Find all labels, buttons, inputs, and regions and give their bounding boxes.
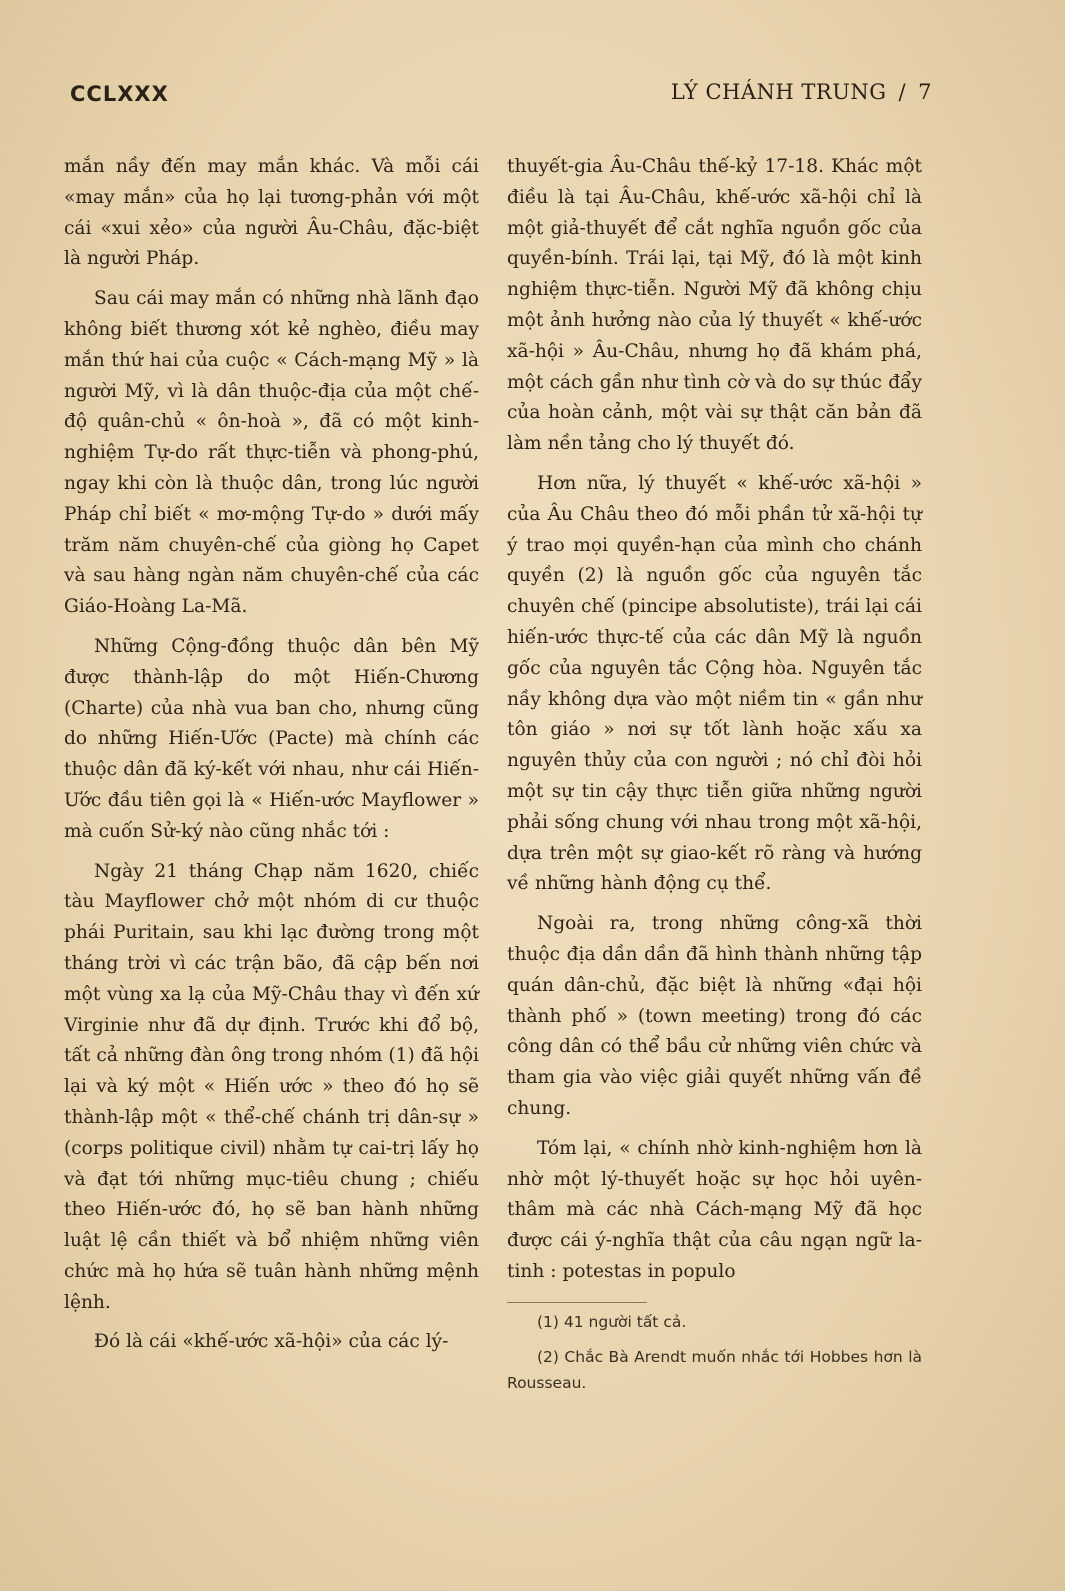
paragraph: Sau cái may mắn có những nhà lãnh đạo không biết thương xót kẻ nghèo, điều may mắn thứ hai của cuộc « Cách-mạng Mỹ » là người Mỹ, vì là dân thuộc-địa của một chế-độ quân-chủ « ôn-hoà », đã có một kinh-nghiệm Tự-do rất thực-tiễn và phong-phú, ngay khi còn là thuộc dân, trong lúc người Pháp chỉ biết « mơ-mộng Tự-do » dưới mấy trăm năm chuyên-chế của giòng họ Capet và sau hàng ngàn năm chuyên-chế của các Giáo-Hoàng La-Mã. xyxy=(64,288,479,618)
paragraph: Đó là cái «khế-ước xã-hội» của các lý- xyxy=(94,1331,449,1353)
footnotes xyxy=(507,1309,922,1396)
author-name: LÝ CHÁNH TRUNG xyxy=(670,80,887,104)
author-and-page xyxy=(671,80,932,104)
paragraph: mắn nầy đến may mắn khác. Và mỗi cái «may mắn» của họ lại tương-phản với một cái «xui xẻo» của người Âu-Châu, đặc-biệt là người Pháp. xyxy=(64,156,479,270)
paragraph: Ngày 21 tháng Chạp năm 1620, chiếc tàu Mayflower chở một nhóm di cư thuộc phái Puritain, sau khi lạc đường trong một tháng trời vì các trận bão, đã cập bến nơi một vùng xa lạ của Mỹ-Châu thay vì đến xứ Virginie như đã dự định. Trước khi đổ bộ, tất cả những đàn ông trong nhóm (1) đã hội lại và ký một « Hiến ước » theo đó họ sẽ thành-lập một « thể-chế chánh trị dân-sự » (corps politique civil) nhằm tự cai-trị lấy họ và đạt tới những mục-tiêu chung ; chiếu theo Hiến-ước đó, họ sẽ ban hành những luật lệ cần thiết và bổ nhiệm những viên chức mà họ hứa sẽ tuân hành những mệnh lệnh. xyxy=(64,860,479,1313)
running-header xyxy=(70,80,932,122)
paragraph: Hơn nữa, lý thuyết « khế-ước xã-hội » của Âu Châu theo đó mỗi phần tử xã-hội tự ý trao mọi quyền-hạn của mình cho chánh quyền (2) là nguồn gốc của nguyên tắc chuyên chế (pincipe absolutiste), trái lại cái hiến-ước thực-tế của các dân Mỹ là nguồn gốc của nguyên tắc Cộng hòa. Nguyên tắc nầy không dựa vào một niềm tin « gần như tôn giáo » nơi sự tốt lành hoặc xấu xa nguyên thủy của con người ; nó chỉ đòi hỏi một sự tin cậy thực tiễn giữa những người phải sống chung với nhau trong một xã-hội, dựa trên một sự giao-kết rõ ràng và hướng về những hành động cụ thể. xyxy=(507,472,922,895)
footnote: (2) Chắc Bà Arendt muốn nhắc tới Hobbes hơn là Rousseau. xyxy=(507,1347,922,1392)
paragraph: Ngoài ra, trong những công-xã thời thuộc địa dần dần đã hình thành những tập quán dân-chủ, đặc biệt là những «đại hội thành phố » (town meeting) trong đó các công dân có thể bầu cử những viên chức và tham gia vào việc giải quyết những vấn đề chung. xyxy=(507,913,922,1119)
header-separator: / xyxy=(898,80,907,104)
paragraph: Những Cộng-đồng thuộc dân bên Mỹ được thành-lập do một Hiến-Chương (Charte) của nhà vua ban cho, nhưng cũng do những Hiến-Ước (Pacte) mà chính các thuộc dân đã ký-kết với nhau, như cái Hiến-Ước đầu tiên gọi là « Hiến-ước Mayflower » mà cuốn Sử-ký nào cũng nhắc tới : xyxy=(64,635,479,842)
left-column xyxy=(64,152,479,1358)
right-column xyxy=(507,152,922,1405)
footnote: (1) 41 người tất cả. xyxy=(537,1312,687,1331)
paragraph: Tóm lại, « chính nhờ kinh-nghiệm hơn là nhờ một lý-thuyết hoặc sự học hỏi uyên-thâm mà các nhà Cách-mạng Mỹ đã học được cái ý-nghĩa thật của câu ngạn ngữ la-tinh : potestas in populo xyxy=(507,1137,922,1282)
volume-number: CCLXXX xyxy=(70,82,169,106)
footnote-divider xyxy=(507,1302,647,1303)
paragraph: thuyết-gia Âu-Châu thế-kỷ 17-18. Khác một điều là tại Âu-Châu, khế-ước xã-hội chỉ là một giả-thuyết để cắt nghĩa nguồn gốc của quyền-bính. Trái lại, tại Mỹ, đó là một kinh nghiệm thực-tiễn. Người Mỹ đã không chịu một ảnh hưởng nào của lý thuyết « khế-ước xã-hội » Âu-Châu, nhưng họ đã khám phá, một cách gần như tình cờ và do sự thúc đẩy của hoàn cảnh, một vài sự thật căn bản đã làm nền tảng cho lý thuyết đó. xyxy=(507,156,922,455)
page-number: 7 xyxy=(918,80,932,104)
